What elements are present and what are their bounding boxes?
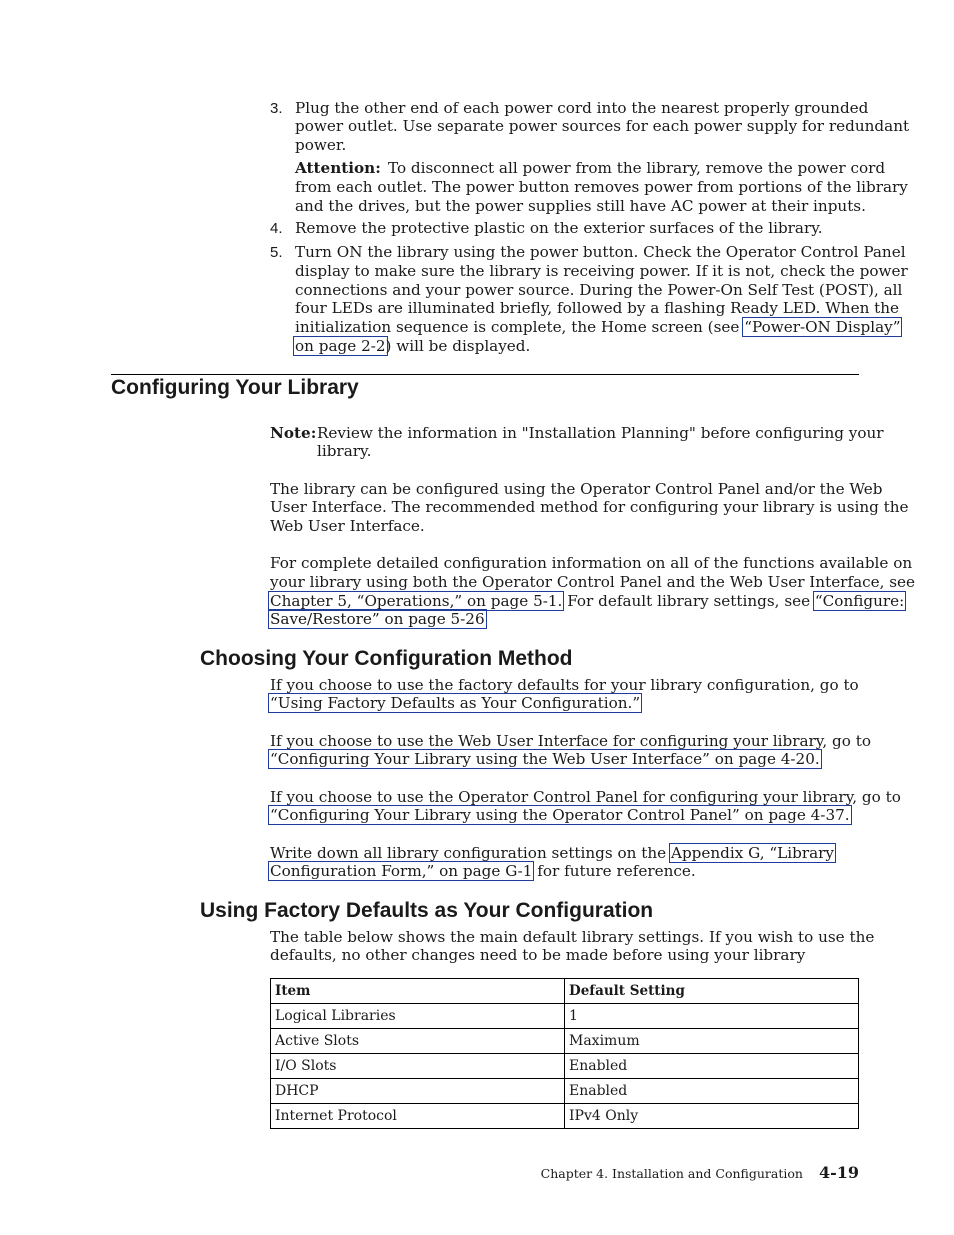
section-heading: Choosing Your Configuration Method <box>200 647 573 670</box>
paragraph-line: The table below shows the main default library settings. If you wish to use the <box>270 928 875 946</box>
paragraph-line: If you choose to use the Operator Control Panel for configuring your library, go to <box>270 788 901 806</box>
step4-text: Remove the protective plastic on the exterior surfaces of the library. <box>295 219 823 237</box>
step3-line: power. <box>295 136 347 154</box>
attention-text: from each outlet. The power button removes power from portions of the library <box>295 178 908 196</box>
step-number: 4. <box>270 220 283 237</box>
attention-label: Attention: <box>295 159 381 177</box>
table-cell: Internet Protocol <box>271 1104 565 1129</box>
section-rule <box>111 374 859 375</box>
note-text: library. <box>317 442 372 460</box>
operator-control-panel-link[interactable]: “Configuring Your Library using the Operator Control Panel” on page 4-37. <box>270 806 850 824</box>
attention-text: and the drives, but the power supplies still have AC power at their inputs. <box>295 197 866 215</box>
step5-line: Turn ON the library using the power button. Check the Operator Control Panel <box>295 243 906 261</box>
table-row <box>271 1029 859 1054</box>
table-header: Default Setting <box>565 979 859 1004</box>
table-cell: Maximum <box>565 1029 859 1054</box>
step5-line: display to make sure the library is receiving power. If it is not, check the power <box>295 262 908 280</box>
table-cell: Enabled <box>565 1054 859 1079</box>
paragraph-text: For default library settings, see <box>562 592 815 610</box>
table-cell: I/O Slots <box>271 1054 565 1079</box>
paragraph-line <box>270 610 485 629</box>
paragraph-line: Web User Interface. <box>270 517 425 535</box>
attention-text: To disconnect all power from the library, remove the power cord <box>388 159 886 177</box>
factory-defaults-link[interactable]: “Using Factory Defaults as Your Configuration.” <box>270 694 641 712</box>
paragraph-line <box>270 750 820 769</box>
paragraph-text: for future reference. <box>532 862 696 880</box>
step5-line <box>295 318 900 337</box>
paragraph-line: your library using both the Operator Control Panel and the Web User Interface, see <box>270 573 916 591</box>
chapter-title: Chapter 4. Installation and Configuration <box>540 1166 803 1181</box>
paragraph-line: The library can be configured using the Operator Control Panel and/or the Web <box>270 480 883 498</box>
step5-line: four LEDs are illuminated briefly, followed by a flashing Ready LED. When the <box>295 299 900 317</box>
operations-chapter-link[interactable]: Chapter 5, “Operations,” on page 5-1. <box>270 592 563 610</box>
page-footer <box>541 1163 859 1182</box>
appendix-g-link[interactable]: Configuration Form,” on page G-1 <box>270 862 533 880</box>
table-cell: IPv4 Only <box>565 1104 859 1129</box>
step3-line: power outlet. Use separate power sources for each power supply for redundant <box>295 117 910 135</box>
step5-line-text: ) will be displayed. <box>385 337 531 355</box>
configure-save-restore-link[interactable]: “Configure: <box>814 592 905 610</box>
note-label: Note: <box>270 424 317 442</box>
paragraph-line <box>270 694 640 713</box>
section-heading: Using Factory Defaults as Your Configuration <box>200 899 654 922</box>
table-cell: DHCP <box>271 1079 565 1104</box>
table-cell: Enabled <box>565 1079 859 1104</box>
paragraph-text: Write down all library configuration settings on the <box>270 844 671 862</box>
paragraph-line: If you choose to use the Web User Interface for configuring your library, go to <box>270 732 871 750</box>
table-row <box>271 1079 859 1104</box>
paragraph-line: User Interface. The recommended method for configuring your library is using the <box>270 498 909 516</box>
table-header-row <box>271 979 859 1004</box>
paragraph-line <box>270 806 850 825</box>
power-on-display-link[interactable]: on page 2-2 <box>295 337 386 355</box>
table-row <box>271 1054 859 1079</box>
table-row <box>271 1004 859 1029</box>
table-row <box>271 1104 859 1129</box>
step5-line: connections and your power source. During the Power-On Self Test (POST), all <box>295 281 903 299</box>
paragraph-line: For complete detailed configuration information on all of the functions available on <box>270 554 913 572</box>
paragraph-line <box>270 862 696 881</box>
section-heading: Configuring Your Library <box>111 376 359 399</box>
appendix-g-link[interactable]: Appendix G, “Library <box>670 844 834 862</box>
step3-line: Plug the other end of each power cord into the nearest properly grounded <box>295 99 869 117</box>
web-user-interface-link[interactable]: “Configuring Your Library using the Web User Interface” on page 4-20. <box>270 750 820 768</box>
paragraph-line: defaults, no other changes need to be made before using your library <box>270 946 806 964</box>
step5-line <box>295 337 530 356</box>
table-cell: Active Slots <box>271 1029 565 1054</box>
table-header: Item <box>271 979 565 1004</box>
table-cell: Logical Libraries <box>271 1004 565 1029</box>
page-number: 4-19 <box>818 1163 859 1182</box>
step-number: 3. <box>270 100 283 117</box>
configure-save-restore-link[interactable]: Save/Restore” on page 5-26 <box>270 610 485 628</box>
paragraph-line: If you choose to use the factory defaults for your library configuration, go to <box>270 676 859 694</box>
power-on-display-link[interactable]: “Power-ON Display” <box>744 318 901 336</box>
step-number: 5. <box>270 244 283 261</box>
note-text: Review the information in "Installation Planning" before configuring your <box>317 424 884 442</box>
table-cell: 1 <box>565 1004 859 1029</box>
default-settings-table <box>270 978 859 1129</box>
step5-line-text: initialization sequence is complete, the Home screen (see <box>295 318 745 336</box>
